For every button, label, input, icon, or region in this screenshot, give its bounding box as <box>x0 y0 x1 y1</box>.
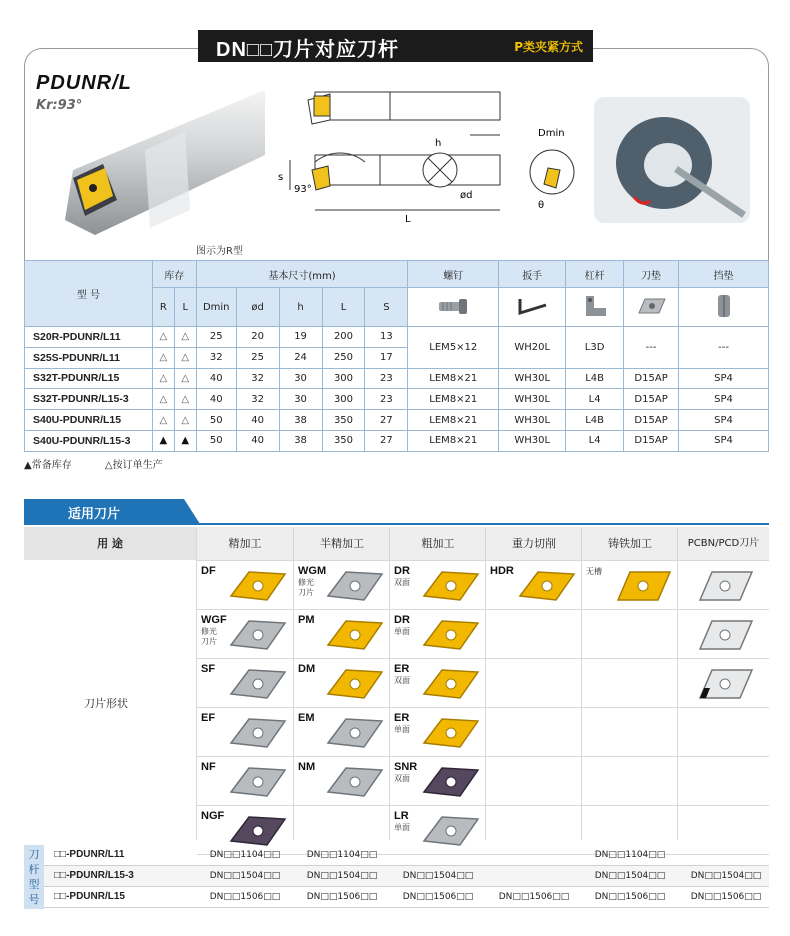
dim-angle-label: 93° <box>294 184 312 195</box>
col-screw: 螺钉 <box>408 261 499 288</box>
insert-note: 无槽 <box>586 567 602 576</box>
insert-shape-icon <box>324 664 386 708</box>
insert-note: 双面 <box>394 578 410 587</box>
insert-shape-icon <box>324 615 386 659</box>
legend-stock: ▲常备库存 <box>24 460 72 471</box>
technical-drawing <box>270 80 590 230</box>
insert-cell <box>197 757 293 806</box>
insert-shape-icon <box>227 762 289 806</box>
table-row: S25S-PDUNR/L11 △ △ 32 25 24 250 17 <box>25 347 769 368</box>
insert-shape-icon <box>324 762 386 806</box>
insert-shape-icon <box>420 664 482 708</box>
insert-code: ER <box>394 712 410 724</box>
insert-shape-icon <box>694 664 756 708</box>
insert-shape-icon <box>516 566 578 610</box>
subcol-h: h <box>279 288 322 327</box>
table-row: S32T-PDUNR/L15 △ △ 40 32 30 300 23 LEM8×21 WH30L L4B D15AP SP4 <box>25 368 769 389</box>
holder-insert-code: DN□□1506□□ <box>498 892 570 902</box>
col-finishing: 精加工 <box>197 527 293 560</box>
insert-code: WGM <box>298 565 327 577</box>
insert-shape-icon <box>227 664 289 708</box>
holder-model: □□-PDUNR/L15 <box>54 891 125 902</box>
wrench-icon <box>499 288 566 327</box>
holder-row <box>44 866 769 887</box>
holder-insert-code: DN□□1104□□ <box>209 850 281 860</box>
insert-cell <box>390 659 486 708</box>
insert-code: DR <box>394 565 410 577</box>
insert-shape-icon <box>227 615 289 659</box>
insert-shape-icon <box>612 566 674 610</box>
insert-cell <box>294 708 390 757</box>
insert-cell <box>197 561 293 610</box>
insert-code: DM <box>298 663 316 675</box>
dim-theta-label: θ <box>538 200 545 211</box>
holder-model: □□-PDUNR/L11 <box>54 849 125 860</box>
insert-shape-icon <box>420 566 482 610</box>
insert-code: HDR <box>490 565 514 577</box>
dim-dmin-label: Dmin <box>538 128 565 139</box>
product-name: PDUNR/L <box>36 72 132 94</box>
subcol-length: L <box>322 288 365 327</box>
insert-cell <box>390 708 486 757</box>
insert-code: EM <box>298 712 315 724</box>
col-semi-finishing: 半精加工 <box>294 527 390 560</box>
stock-legend <box>24 456 193 471</box>
insert-code: DF <box>201 565 216 577</box>
insert-cell <box>294 659 390 708</box>
shim-icon <box>624 288 679 327</box>
section-title: 适用刀片 <box>68 507 121 522</box>
table-row: S20R-PDUNR/L11 △ △ 25 20 19 200 13 LEM5×12 WH20L L3D --- --- <box>25 327 769 348</box>
insert-cell <box>486 561 582 610</box>
insert-cell <box>294 757 390 806</box>
col-cast-iron: 铸铁加工 <box>582 527 678 560</box>
insert-cell <box>678 659 774 708</box>
insert-shape-icon <box>324 713 386 757</box>
application-photo <box>594 97 750 223</box>
insert-code: SF <box>201 663 216 675</box>
insert-note: 单面 <box>394 725 410 734</box>
col-stock: 库存 <box>152 261 196 288</box>
col-shim: 刀垫 <box>624 261 679 288</box>
dim-h-label: h <box>435 138 442 149</box>
col-roughing: 粗加工 <box>390 527 486 560</box>
lever-icon <box>566 288 624 327</box>
insert-code: DR <box>394 614 410 626</box>
holder-insert-code: DN□□1506□□ <box>594 892 666 902</box>
insert-cell <box>582 561 678 610</box>
holder-insert-code: DN□□1504□□ <box>690 871 762 881</box>
holder-insert-code: DN□□1506□□ <box>402 892 474 902</box>
table-row: S40U-PDUNR/L15 △ △ 50 40 38 350 27 LEM8×21 WH30L L4B D15AP SP4 <box>25 410 769 431</box>
dim-d-label: ød <box>460 190 473 201</box>
subcol-s: S <box>365 288 408 327</box>
holder-insert-code: DN□□1506□□ <box>306 892 378 902</box>
insert-code: SNR <box>394 761 418 773</box>
col-pcbn: PCBN/PCD刀片 <box>678 527 769 560</box>
photo-caption: 图示为R型 <box>196 246 243 257</box>
clamp-type-label: P类夹紧方式 <box>514 40 583 54</box>
insert-shape-icon <box>227 566 289 610</box>
holder-row <box>44 845 769 866</box>
insert-shape-icon <box>694 566 756 610</box>
insert-code: PM <box>298 614 315 626</box>
shape-row-label: 刀片形状 <box>84 697 128 710</box>
title-bar <box>198 30 593 62</box>
col-heavy-cutting: 重力切削 <box>486 527 582 560</box>
insert-cell <box>390 561 486 610</box>
insert-note: 双面 <box>394 676 410 685</box>
insert-shape-icon <box>227 713 289 757</box>
dim-s-label: s <box>278 172 284 183</box>
insert-shape-icon <box>420 615 482 659</box>
insert-cell <box>197 610 293 659</box>
section-divider <box>24 523 769 525</box>
screw-icon <box>408 288 499 327</box>
insert-cell <box>197 708 293 757</box>
subcol-r: R <box>152 288 174 327</box>
insert-grid <box>24 527 769 840</box>
col-lever: 杠杆 <box>566 261 624 288</box>
holder-insert-code: DN□□1504□□ <box>306 871 378 881</box>
insert-shape-icon <box>324 566 386 610</box>
holder-insert-code: DN□□1506□□ <box>209 892 281 902</box>
page-title: DN□□刀片对应刀杆 <box>216 39 400 61</box>
col-model: 型 号 <box>25 261 153 327</box>
holder-table <box>24 845 769 909</box>
insert-note: 双面 <box>394 774 410 783</box>
kr-angle: Kr:93° <box>36 98 83 113</box>
insert-code: NGF <box>201 810 225 822</box>
holder-insert-code: DN□□1504□□ <box>209 871 281 881</box>
holder-insert-code: DN□□1504□□ <box>402 871 474 881</box>
holder-side-label: 刀 杆 型 号 <box>24 845 44 909</box>
pad-icon <box>679 288 769 327</box>
tool-photo <box>25 60 265 240</box>
table-row: S32T-PDUNR/L15-3 △ △ 40 32 30 300 23 LEM8×21 WH30L L4 D15AP SP4 <box>25 389 769 410</box>
col-dims: 基本尺寸(mm) <box>196 261 408 288</box>
holder-row <box>44 887 769 908</box>
insert-note: 单面 <box>394 627 410 636</box>
insert-cell <box>197 659 293 708</box>
insert-cell <box>294 561 390 610</box>
subcol-l: L <box>174 288 196 327</box>
insert-note: 修光刀片 <box>298 578 314 597</box>
insert-code: NM <box>298 761 316 773</box>
insert-cell <box>294 610 390 659</box>
insert-shape-icon <box>420 762 482 806</box>
holder-model: □□-PDUNR/L15-3 <box>54 870 134 881</box>
col-wrench: 扳手 <box>499 261 566 288</box>
insert-note: 单面 <box>394 823 410 832</box>
insert-code: WGF <box>201 614 227 626</box>
holder-insert-code: DN□□1104□□ <box>594 850 666 860</box>
col-pad: 挡垫 <box>679 261 769 288</box>
subcol-dmin: Dmin <box>196 288 236 327</box>
legend-order: △按订单生产 <box>104 460 163 471</box>
table-row: S40U-PDUNR/L15-3 ▲ ▲ 50 40 38 350 27 LEM8×21 WH30L L4 D15AP SP4 <box>25 430 769 451</box>
holder-insert-code: DN□□1506□□ <box>690 892 762 902</box>
insert-cell <box>390 610 486 659</box>
insert-shape-icon <box>420 713 482 757</box>
holder-insert-code: DN□□1504□□ <box>594 871 666 881</box>
dim-l-label: L <box>405 214 411 225</box>
holder-insert-code: DN□□1104□□ <box>306 850 378 860</box>
insert-cell <box>678 561 774 610</box>
insert-cell <box>390 757 486 806</box>
use-header: 用 途 <box>24 527 196 560</box>
insert-code: ER <box>394 663 410 675</box>
insert-code: LR <box>394 810 409 822</box>
insert-code: EF <box>201 712 216 724</box>
insert-cell <box>678 610 774 659</box>
subcol-d: ød <box>236 288 279 327</box>
insert-note: 修光刀片 <box>201 627 217 646</box>
insert-code: NF <box>201 761 216 773</box>
insert-shape-icon <box>694 615 756 659</box>
spec-table <box>24 260 769 452</box>
